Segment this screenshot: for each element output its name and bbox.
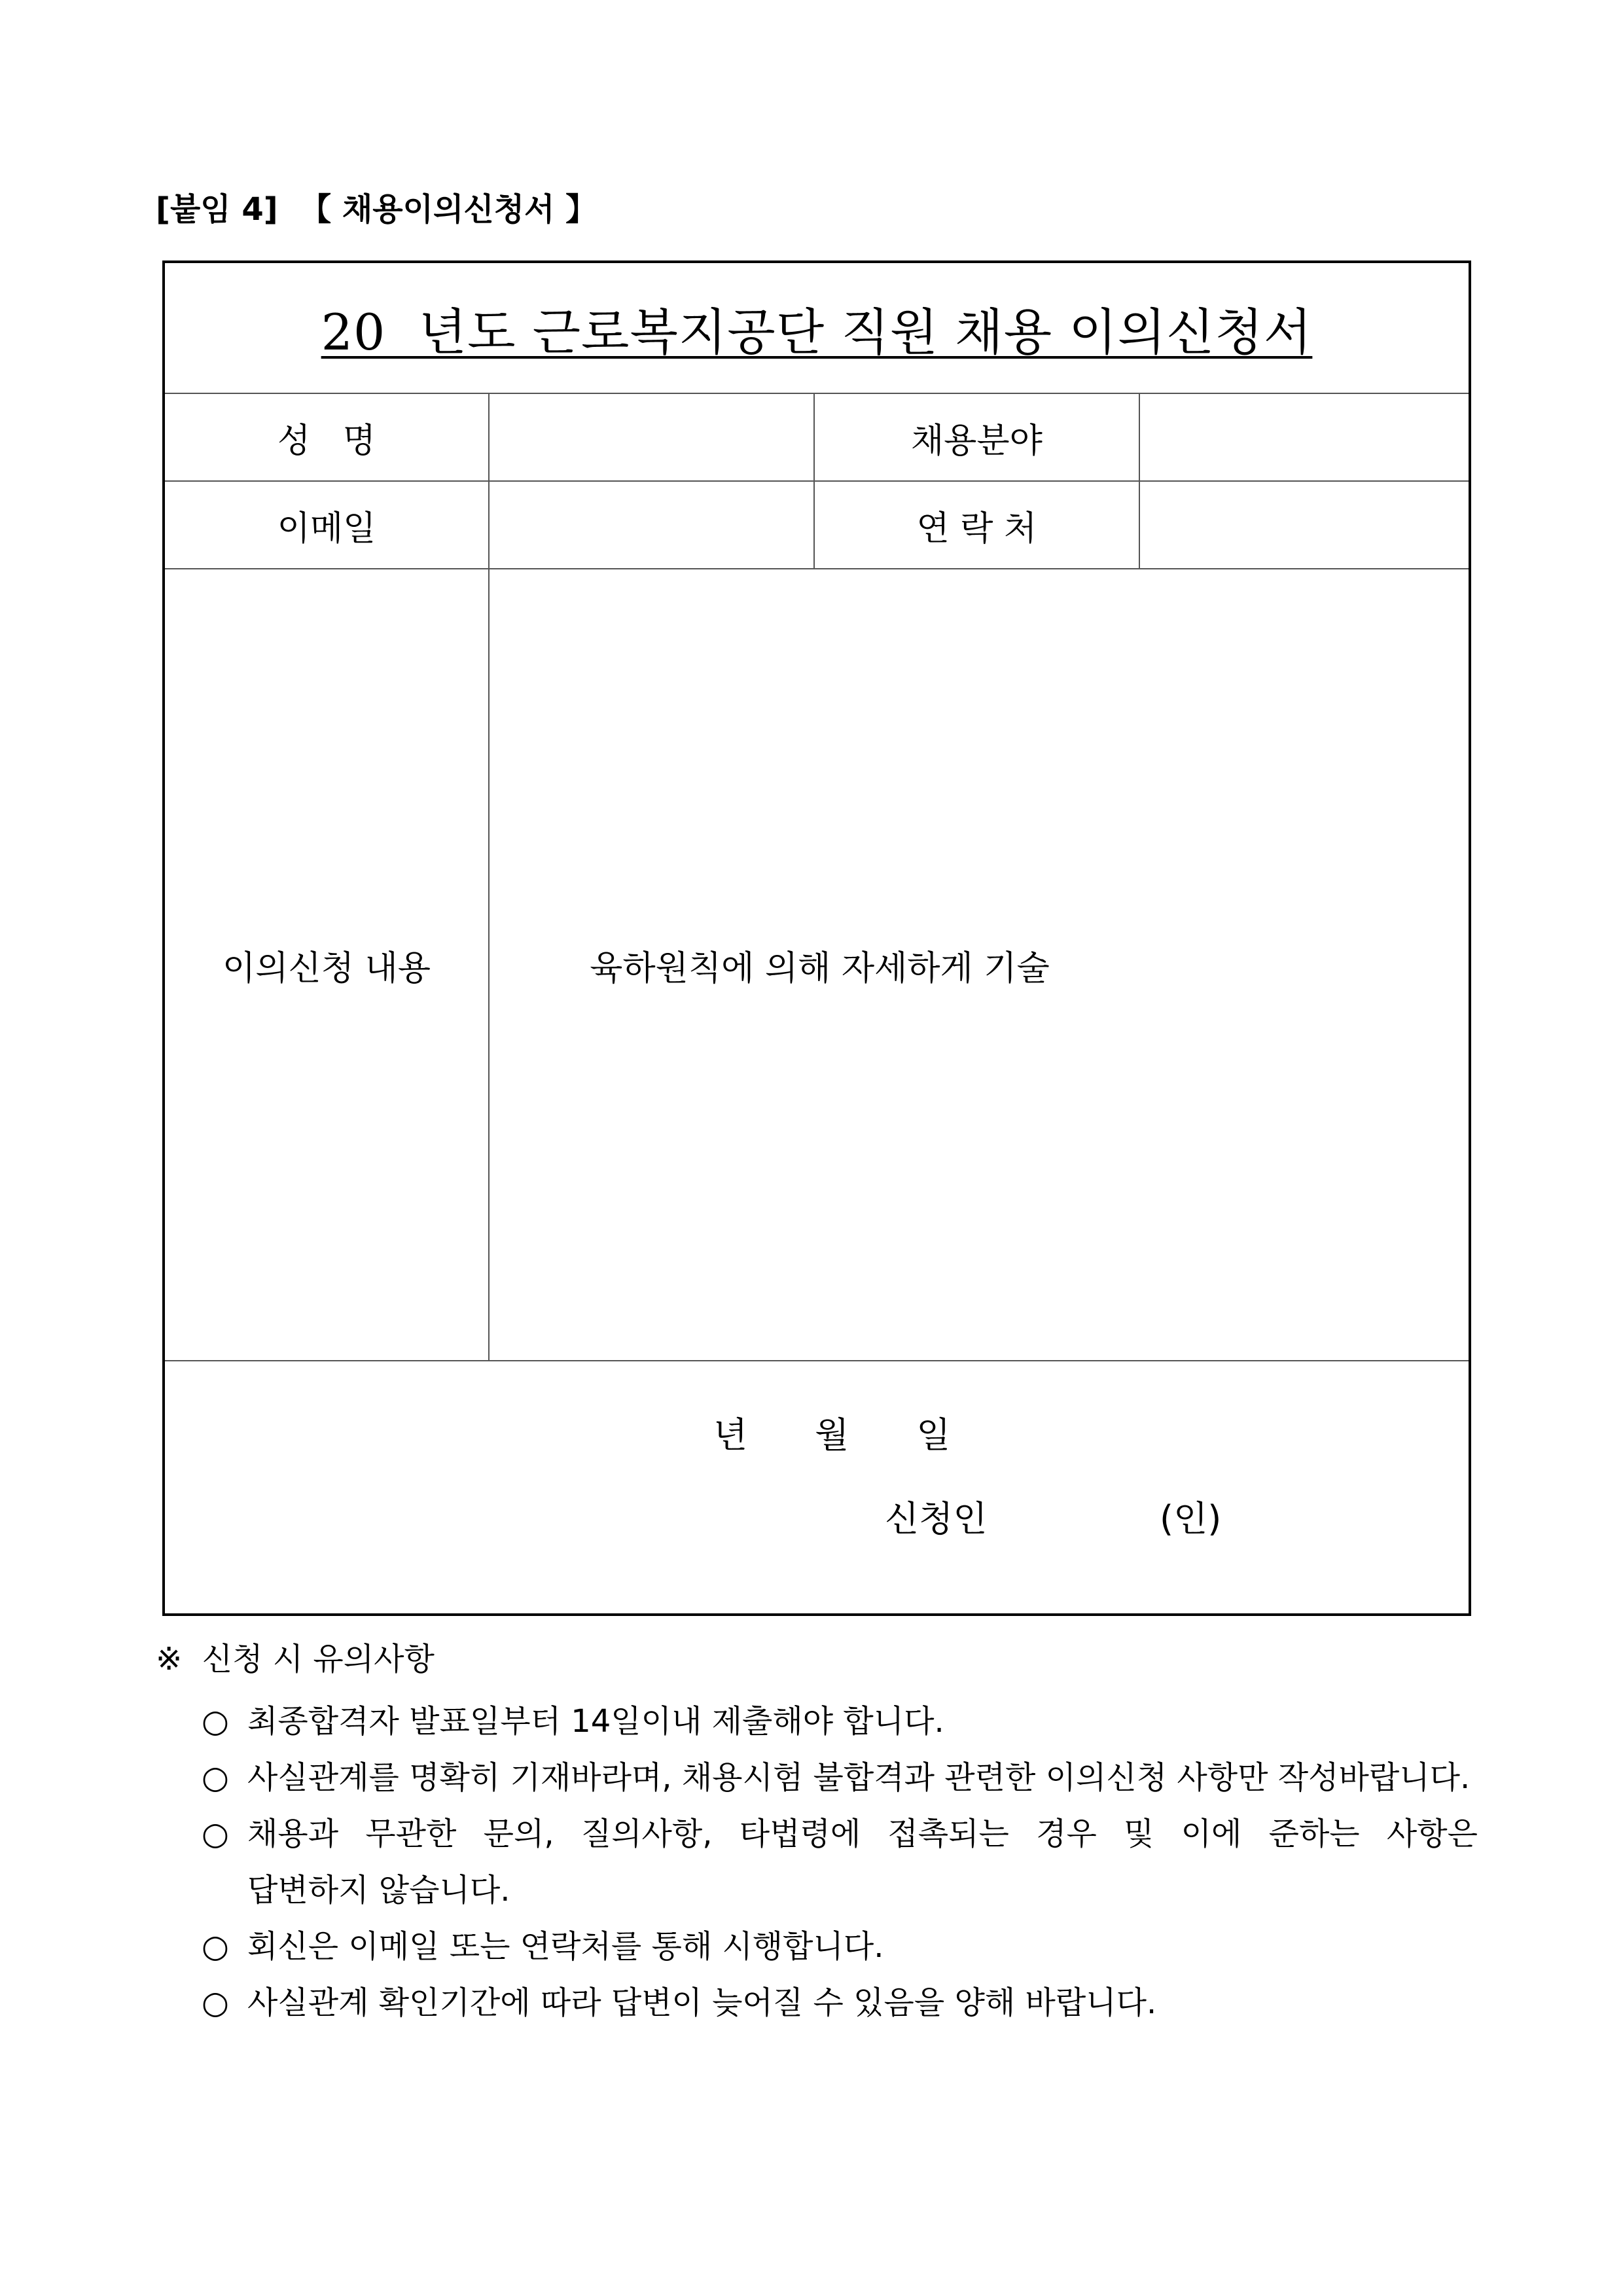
bullet-circle-icon: ○ <box>202 1928 229 1965</box>
name-field[interactable] <box>489 393 814 481</box>
content-label: 이의신청 내용 <box>164 569 489 1361</box>
bullet-circle-icon: ○ <box>202 1816 229 1852</box>
field-value-field[interactable] <box>1139 393 1470 481</box>
note-text: 사실관계를 명확히 기재바라며, 채용시험 불합격과 관련한 이의신청 사항만 작성바랍니다. <box>247 1759 1471 1796</box>
attachment-header: [붙임 4] 【 채용이의신청서 】 <box>156 191 597 228</box>
field-label: 채용분야 <box>814 393 1139 481</box>
content-guide-text: 육하원칙에 의해 자세하게 기술 <box>590 948 1050 988</box>
bullet-circle-icon: ○ <box>202 1984 229 2021</box>
seal-label: (인) <box>1160 1498 1222 1539</box>
note-text: 회신은 이메일 또는 연락처를 통해 시행합니다. <box>247 1928 884 1965</box>
note-item <box>202 1806 1478 1862</box>
applicant-label: 신청인 <box>885 1498 988 1539</box>
note-item-continuation <box>202 1862 1478 1918</box>
email-field[interactable] <box>489 481 814 569</box>
form-title: 20 년도 근로복지공단 직원 채용 이의신청서 <box>321 302 1313 361</box>
note-text: 사실관계 확인기간에 따라 답변이 늦어질 수 있음을 양해 바랍니다. <box>247 1984 1157 2021</box>
content-field[interactable] <box>489 569 1470 1361</box>
bullet-circle-icon: ○ <box>202 1703 229 1740</box>
notes-list <box>156 1693 1478 2031</box>
form-title-cell <box>164 262 1470 393</box>
note-item <box>202 1918 1478 1975</box>
contact-field[interactable] <box>1139 481 1470 569</box>
note-text: 답변하지 않습니다. <box>247 1872 510 1909</box>
note-item <box>202 1749 1478 1806</box>
date-line[interactable]: 년 월 일 <box>713 1414 951 1456</box>
signature-cell <box>164 1361 1470 1615</box>
notes-section <box>156 1633 1478 2031</box>
notes-heading: ※ 신청 시 유의사항 <box>156 1641 435 1677</box>
objection-form-table <box>162 260 1471 1616</box>
note-text: 최종합격자 발표일부터 14일이내 제출해야 합니다. <box>247 1703 944 1740</box>
bullet-circle-icon: ○ <box>202 1759 229 1796</box>
email-label: 이메일 <box>164 481 489 569</box>
note-item <box>202 1693 1478 1749</box>
note-item <box>202 1975 1478 2031</box>
name-label: 성 명 <box>164 393 489 481</box>
note-text: 채용과 무관한 문의, 질의사항, 타법령에 접촉되는 경우 및 이에 준하는 사항은 <box>247 1816 1478 1852</box>
contact-label: 연 락 처 <box>814 481 1139 569</box>
signature-area <box>165 1361 1469 1613</box>
